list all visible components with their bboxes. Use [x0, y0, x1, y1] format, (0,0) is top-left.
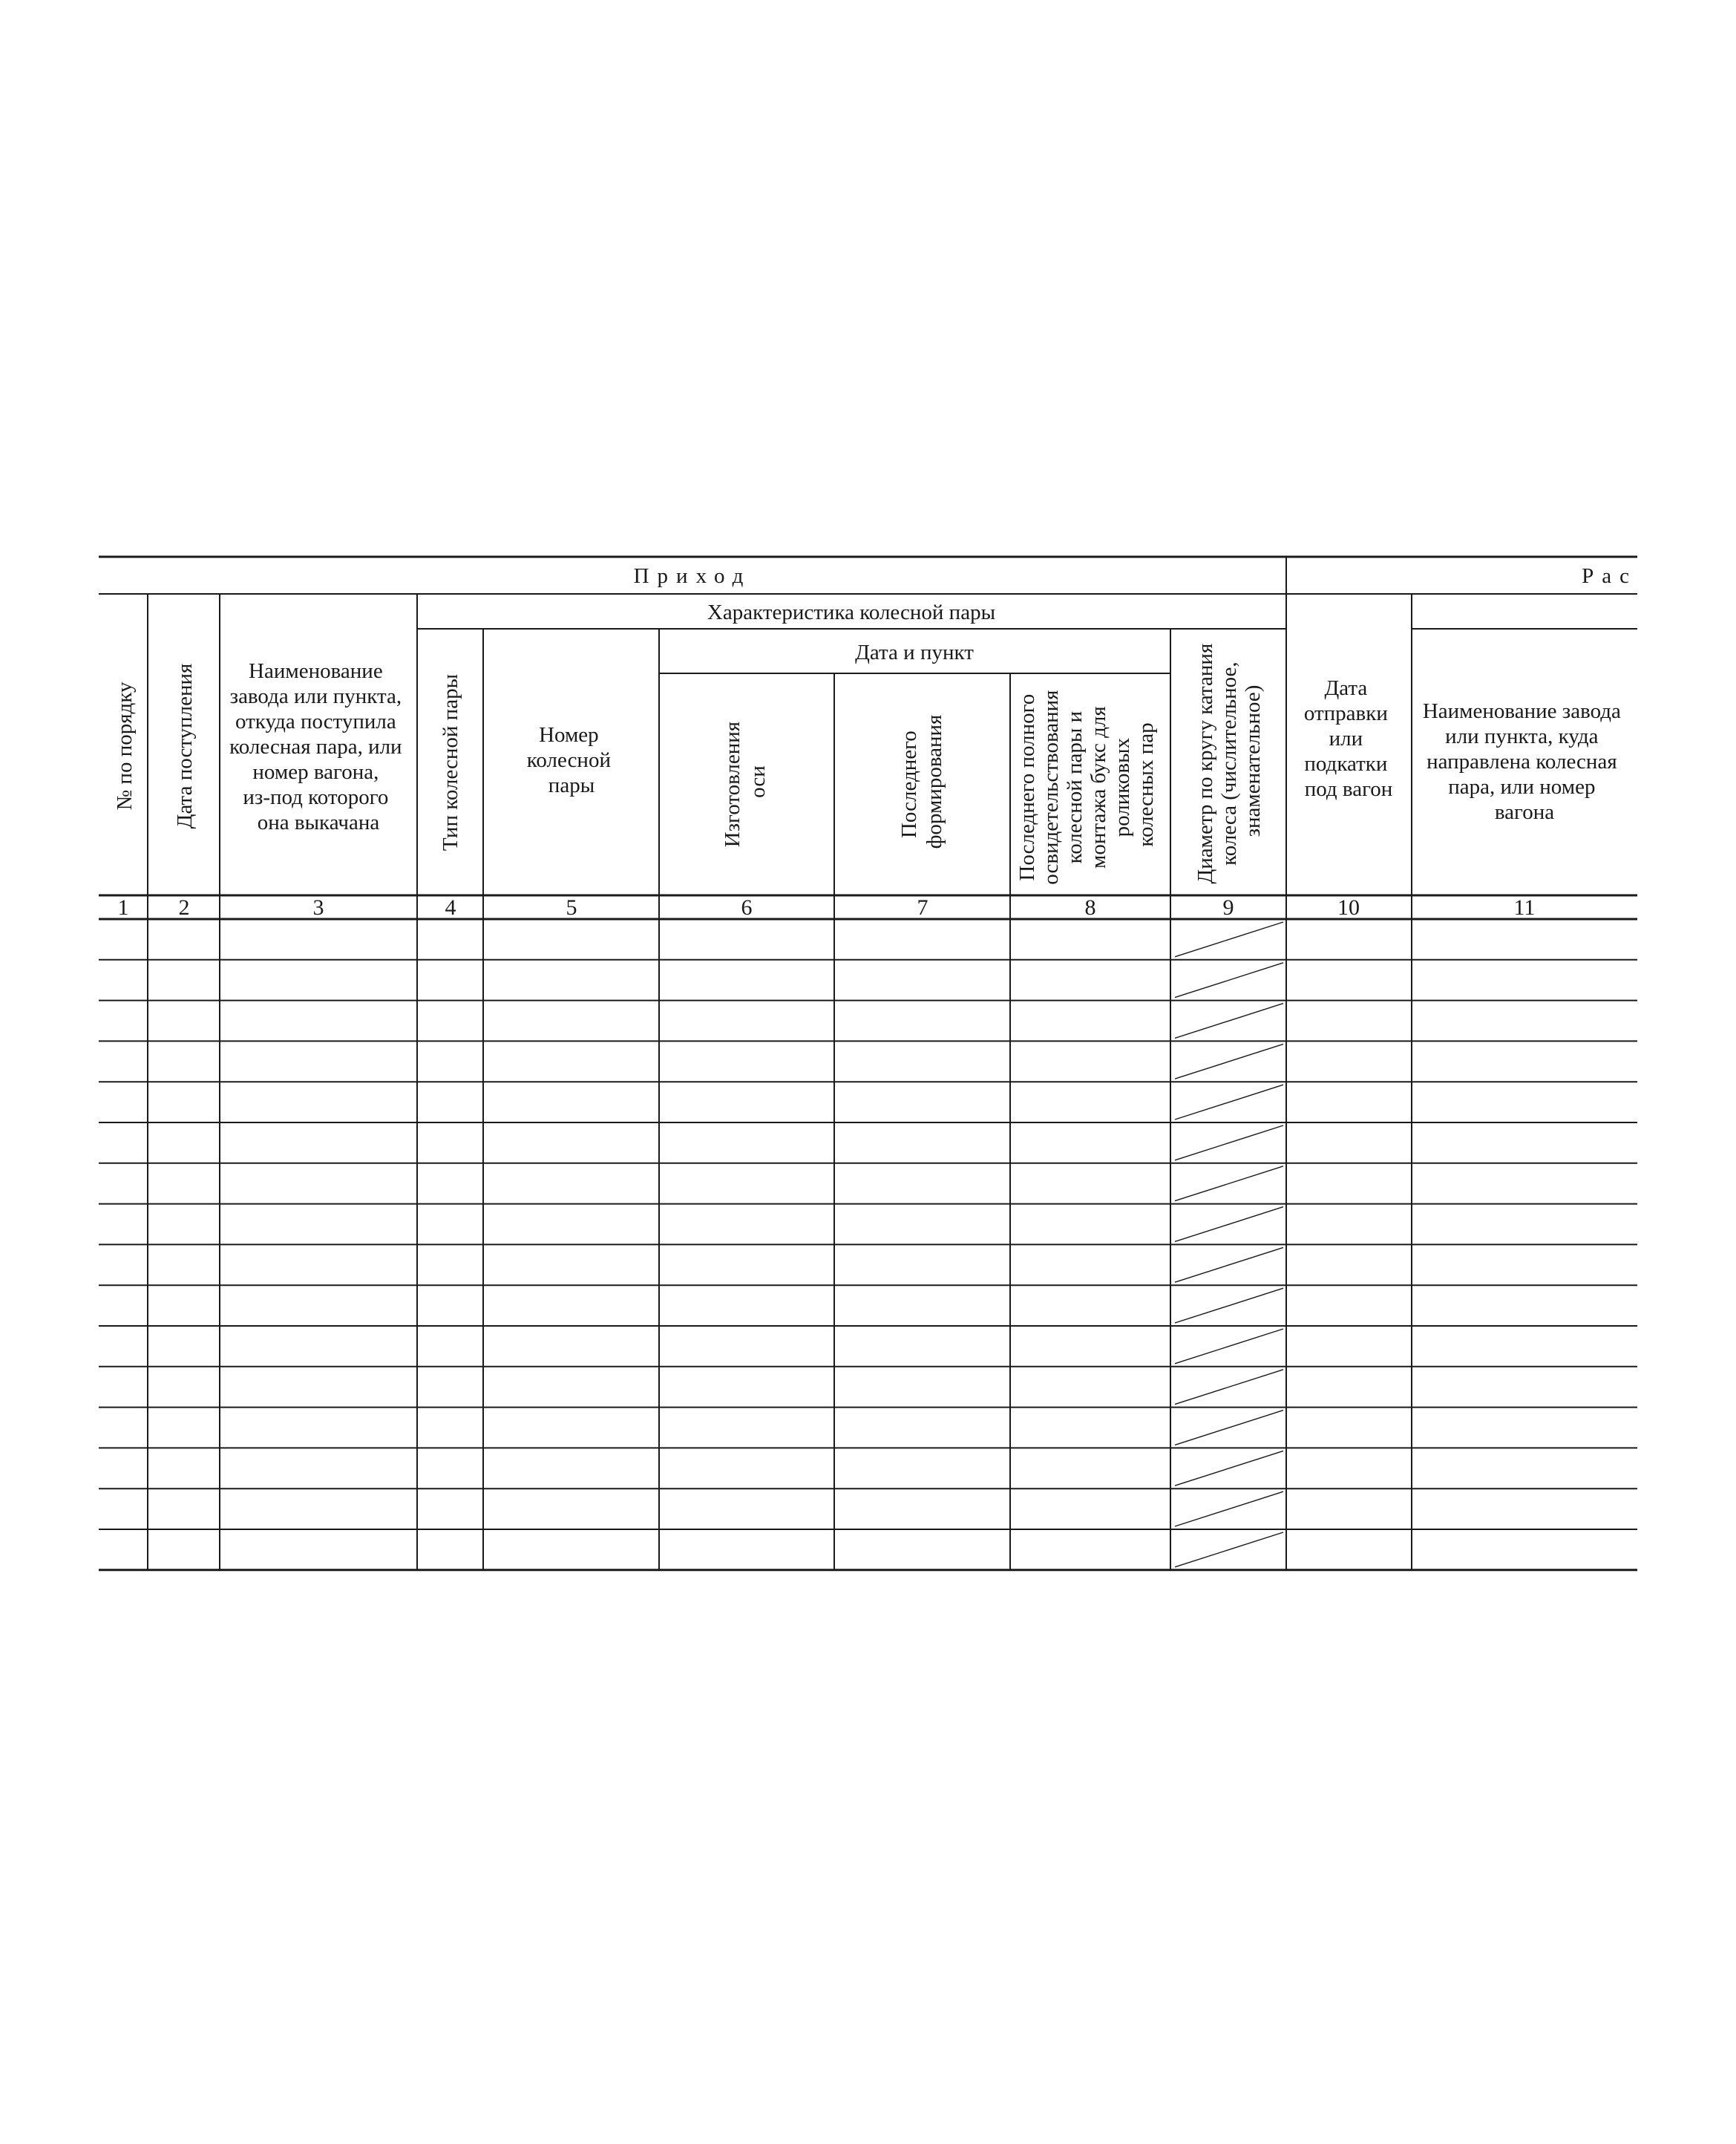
diameter-split-diagonal	[1175, 1044, 1283, 1079]
diameter-split-diagonal	[1175, 1329, 1283, 1364]
col-7-header-line: Последнего	[897, 731, 921, 839]
section-rashod-title: Рас	[1582, 564, 1637, 588]
col-4-header: Тип колесной пары	[439, 673, 462, 852]
col-8-header-line: колесных пар	[1134, 722, 1158, 847]
diameter-split-diagonal	[1175, 963, 1283, 998]
col-3-header-line: Наименование	[249, 659, 383, 683]
col-8-header-line: освидетельствования	[1039, 690, 1063, 885]
col-10-header-line: подкатки	[1304, 752, 1388, 776]
col-10-header-line: Дата	[1324, 676, 1368, 700]
col-5-header-line: Номер	[539, 723, 599, 747]
col-6-header-line: оси	[746, 765, 770, 798]
diameter-split-diagonal	[1175, 1125, 1283, 1160]
col-8-header-line: колесной пары и	[1063, 710, 1087, 864]
characteristic-group-title: Характеристика колесной пары	[707, 601, 996, 624]
col-number: 10	[1337, 895, 1360, 920]
col-1-header: № по порядку	[113, 682, 137, 811]
diameter-split-diagonal	[1175, 1451, 1283, 1486]
col-number: 4	[445, 895, 456, 920]
diameter-split-diagonal	[1175, 1370, 1283, 1405]
col-8-header-line: Последнего полного	[1015, 693, 1039, 881]
col-number: 1	[117, 895, 129, 920]
col-7-header	[897, 715, 946, 849]
col-10-header-line: или	[1329, 727, 1363, 751]
col-5-header-line: колесной	[526, 748, 611, 772]
col-5-header-line: пары	[548, 774, 595, 797]
diameter-split-diagonal	[1175, 1288, 1283, 1323]
col-10-header-line: отправки	[1303, 702, 1388, 725]
diameter-split-diagonal	[1175, 1411, 1283, 1445]
col-6-header	[721, 716, 770, 848]
col-9-header-line: знаменательное)	[1241, 684, 1265, 837]
col-6-header-line: Изготовления	[721, 721, 744, 848]
col-10-header	[1304, 676, 1393, 801]
col-3-header-line: номер вагона,	[252, 760, 379, 784]
col-3-header	[229, 659, 407, 834]
col-8-header-line: монтажа букс для	[1087, 706, 1110, 869]
date-point-group-title: Дата и пункт	[855, 641, 974, 664]
col-number: 2	[178, 895, 190, 920]
diameter-split-diagonal	[1175, 1491, 1283, 1526]
diameter-split-diagonal	[1175, 1247, 1283, 1282]
col-9-header-line: колеса (числительное,	[1217, 661, 1241, 866]
col-8-header	[1015, 684, 1158, 885]
col-number: 5	[566, 895, 577, 920]
col-11-header-line: пара, или номер	[1448, 775, 1596, 799]
col-11-header-line: вагона	[1494, 800, 1555, 824]
col-11-header	[1423, 699, 1626, 824]
diameter-split-diagonal	[1175, 1166, 1283, 1201]
col-number: 11	[1513, 895, 1536, 920]
diameter-split-diagonal	[1175, 1532, 1283, 1567]
diameter-split-diagonal	[1175, 1207, 1283, 1242]
col-5-header	[527, 723, 616, 797]
diameter-split-diagonal	[1175, 922, 1283, 957]
col-11-header-line: Наименование завода	[1422, 699, 1621, 723]
col-number: 8	[1084, 895, 1096, 920]
diameter-split-diagonal	[1175, 1004, 1283, 1039]
col-number: 3	[312, 895, 324, 920]
col-8-header-line: роликовых	[1110, 737, 1134, 837]
col-3-header-line: завода или пункта,	[229, 684, 402, 708]
col-9-header-line: Диаметр по кругу катания	[1193, 643, 1217, 884]
table-body	[99, 895, 1637, 1570]
col-11-header-line: или пункта, куда	[1445, 725, 1599, 748]
col-3-header-line: она выкачана	[257, 811, 380, 834]
col-number: 6	[741, 895, 753, 920]
col-7-header-line: формирования	[923, 714, 946, 849]
col-3-header-line: откуда поступила	[235, 710, 396, 733]
col-2-header: Дата поступления	[173, 663, 197, 829]
col-number: 9	[1222, 895, 1234, 920]
col-10-header-line: под вагон	[1304, 777, 1393, 801]
col-11-header-line: направлена колесная	[1427, 750, 1617, 774]
col-9-header	[1193, 638, 1265, 883]
col-3-header-line: из-под которого	[243, 785, 389, 809]
col-number: 7	[917, 895, 928, 920]
diameter-split-diagonal	[1175, 1085, 1283, 1120]
section-prihod-title: Приход	[633, 564, 752, 588]
col-3-header-line: колесная пара, или	[229, 735, 402, 759]
